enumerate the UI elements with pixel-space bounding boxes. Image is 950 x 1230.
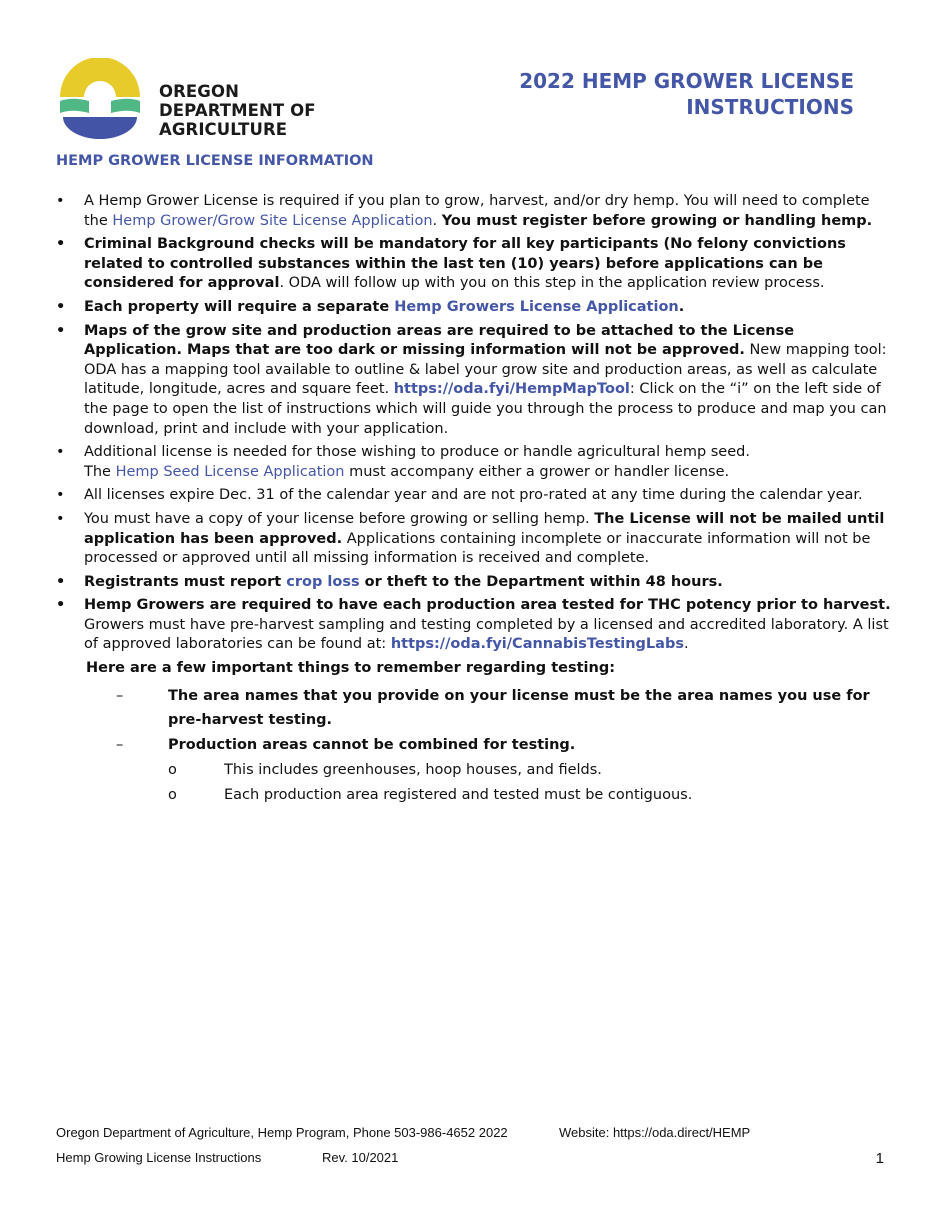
info-bullet-list <box>56 192 896 655</box>
dash-item-text: The area names that you provide on your license must be the area names you use for pre-harvest testing. <box>168 687 870 728</box>
bullet-emphasis: Each property will require a separate <box>84 298 395 315</box>
testing-dash-list <box>56 684 896 757</box>
sub-item-text: Each production area registered and tested must be contiguous. <box>224 786 693 803</box>
dash-item-not-combined <box>56 733 896 757</box>
bullet-text: . <box>432 212 442 229</box>
bullet-emphasis: or theft to the Department within 48 hours. <box>359 573 723 590</box>
sub-item-text: This includes greenhouses, hoop houses, and fields. <box>224 761 602 778</box>
bullet-text: must accompany either a grower or handler license. <box>344 463 730 480</box>
document-title-line-1: 2022 HEMP GROWER LICENSE <box>519 69 854 93</box>
map-tool-link[interactable]: https://oda.fyi/HempMapTool <box>393 381 630 398</box>
footer-org: Oregon Department of Agriculture, Hemp Program, Phone 503-986-4652 2022 <box>56 1125 508 1140</box>
testing-intro: Here are a few important things to remember regarding testing: <box>86 660 616 677</box>
bullet-text: You must have a copy of your license before growing or selling hemp. <box>84 510 595 527</box>
bullet-background-checks <box>56 235 896 294</box>
bullet-text: A Hemp Grower License is required if you plan to grow, harvest, and/or dry hemp. You will need to complete the <box>84 193 870 229</box>
bullet-license-expiry <box>56 486 896 506</box>
footer-revision: Rev. 10/2021 <box>322 1150 399 1165</box>
sub-marker: o <box>168 761 177 778</box>
document-body <box>56 192 896 808</box>
bullet-emphasis: Maps of the grow site and production areas are required to be attached to the License Application. Maps that are too dark or missing information will not be approved. <box>84 322 795 359</box>
bullet-emphasis: Registrants must report <box>84 573 287 590</box>
bullet-seed-license <box>56 443 896 482</box>
bullet-text: All licenses expire Dec. 31 of the calendar year and are not pro-rated at any time during the calendar year. <box>84 487 863 504</box>
bullet-text: New mapping tool: ODA has a mapping tool available to outline & label your grow site and production areas, as well as calculate latitude, longitude, acres and square feet. <box>84 342 887 398</box>
sub-item-contiguous <box>56 783 896 807</box>
bullet-license-copy <box>56 510 896 569</box>
bullet-text: Applications containing incomplete or inaccurate information will not be processed or approved until all missing information is received and complete. <box>84 530 871 567</box>
dash-marker: – <box>116 736 124 753</box>
bullet-text: The <box>84 463 116 480</box>
bullet-emphasis: Criminal Background checks will be mandatory for all key participants (No felony convictions related to controlled substances within the last ten (10) years) before applications can be considered for approval <box>84 236 846 292</box>
dash-item-text: Production areas cannot be combined for testing. <box>168 736 576 753</box>
logo-wordmark <box>159 82 316 139</box>
testing-sub-list <box>56 758 896 807</box>
bullet-separate-application <box>56 298 896 318</box>
section-heading: HEMP GROWER LICENSE INFORMATION <box>56 153 374 169</box>
page-number: 1 <box>875 1150 884 1167</box>
bullet-text: . ODA will follow up with you on this step in the application review process. <box>279 275 825 292</box>
growers-application-link[interactable]: Hemp Growers License Application <box>394 298 679 315</box>
footer-doc-name: Hemp Growing License Instructions <box>56 1150 262 1165</box>
bullet-thc-testing <box>56 596 896 655</box>
bullet-crop-loss <box>56 573 896 593</box>
bullet-emphasis: The License will not be mailed until application has been approved. <box>84 510 885 547</box>
document-title-line-2: INSTRUCTIONS <box>686 95 854 119</box>
logo-line-1: OREGON <box>159 82 239 101</box>
bullet-maps <box>56 322 896 440</box>
dash-marker: – <box>116 687 124 704</box>
bullet-text: : Click on the “i” on the left side of the page to open the list of instructions which will guide you through the process to produce and map you can download, print and include with your application. <box>84 381 887 437</box>
bullet-emphasis: You must register before growing or handling hemp. <box>441 212 873 229</box>
oda-logo-mark-icon <box>58 58 142 140</box>
testing-labs-link[interactable]: https://oda.fyi/CannabisTestingLabs <box>390 636 684 653</box>
sub-item-greenhouses <box>56 758 896 782</box>
oda-logo <box>58 58 328 142</box>
dash-item-area-names <box>56 684 896 732</box>
logo-line-3: AGRICULTURE <box>159 120 288 139</box>
document-title <box>519 68 854 120</box>
bullet-license-required <box>56 192 896 231</box>
bullet-emphasis: Hemp Growers are required to have each production area tested for THC potency prior to harvest. <box>84 597 891 614</box>
logo-line-2: DEPARTMENT OF <box>159 101 316 120</box>
bullet-text: . <box>683 636 689 653</box>
grower-application-link[interactable]: Hemp Grower/Grow Site License Application <box>112 212 433 229</box>
sub-marker: o <box>168 786 177 803</box>
crop-loss-link[interactable]: crop loss <box>286 573 360 590</box>
bullet-emphasis: . <box>678 298 685 315</box>
bullet-text: Additional license is needed for those wishing to produce or handle agricultural hemp seed. <box>84 444 750 461</box>
bullet-text: Growers must have pre-harvest sampling and testing completed by a licensed and accredited laboratory. A list of approved laboratories can be found at: <box>84 616 889 653</box>
footer-website: Website: https://oda.direct/HEMP <box>559 1125 751 1140</box>
seed-application-link[interactable]: Hemp Seed License Application <box>115 463 345 480</box>
